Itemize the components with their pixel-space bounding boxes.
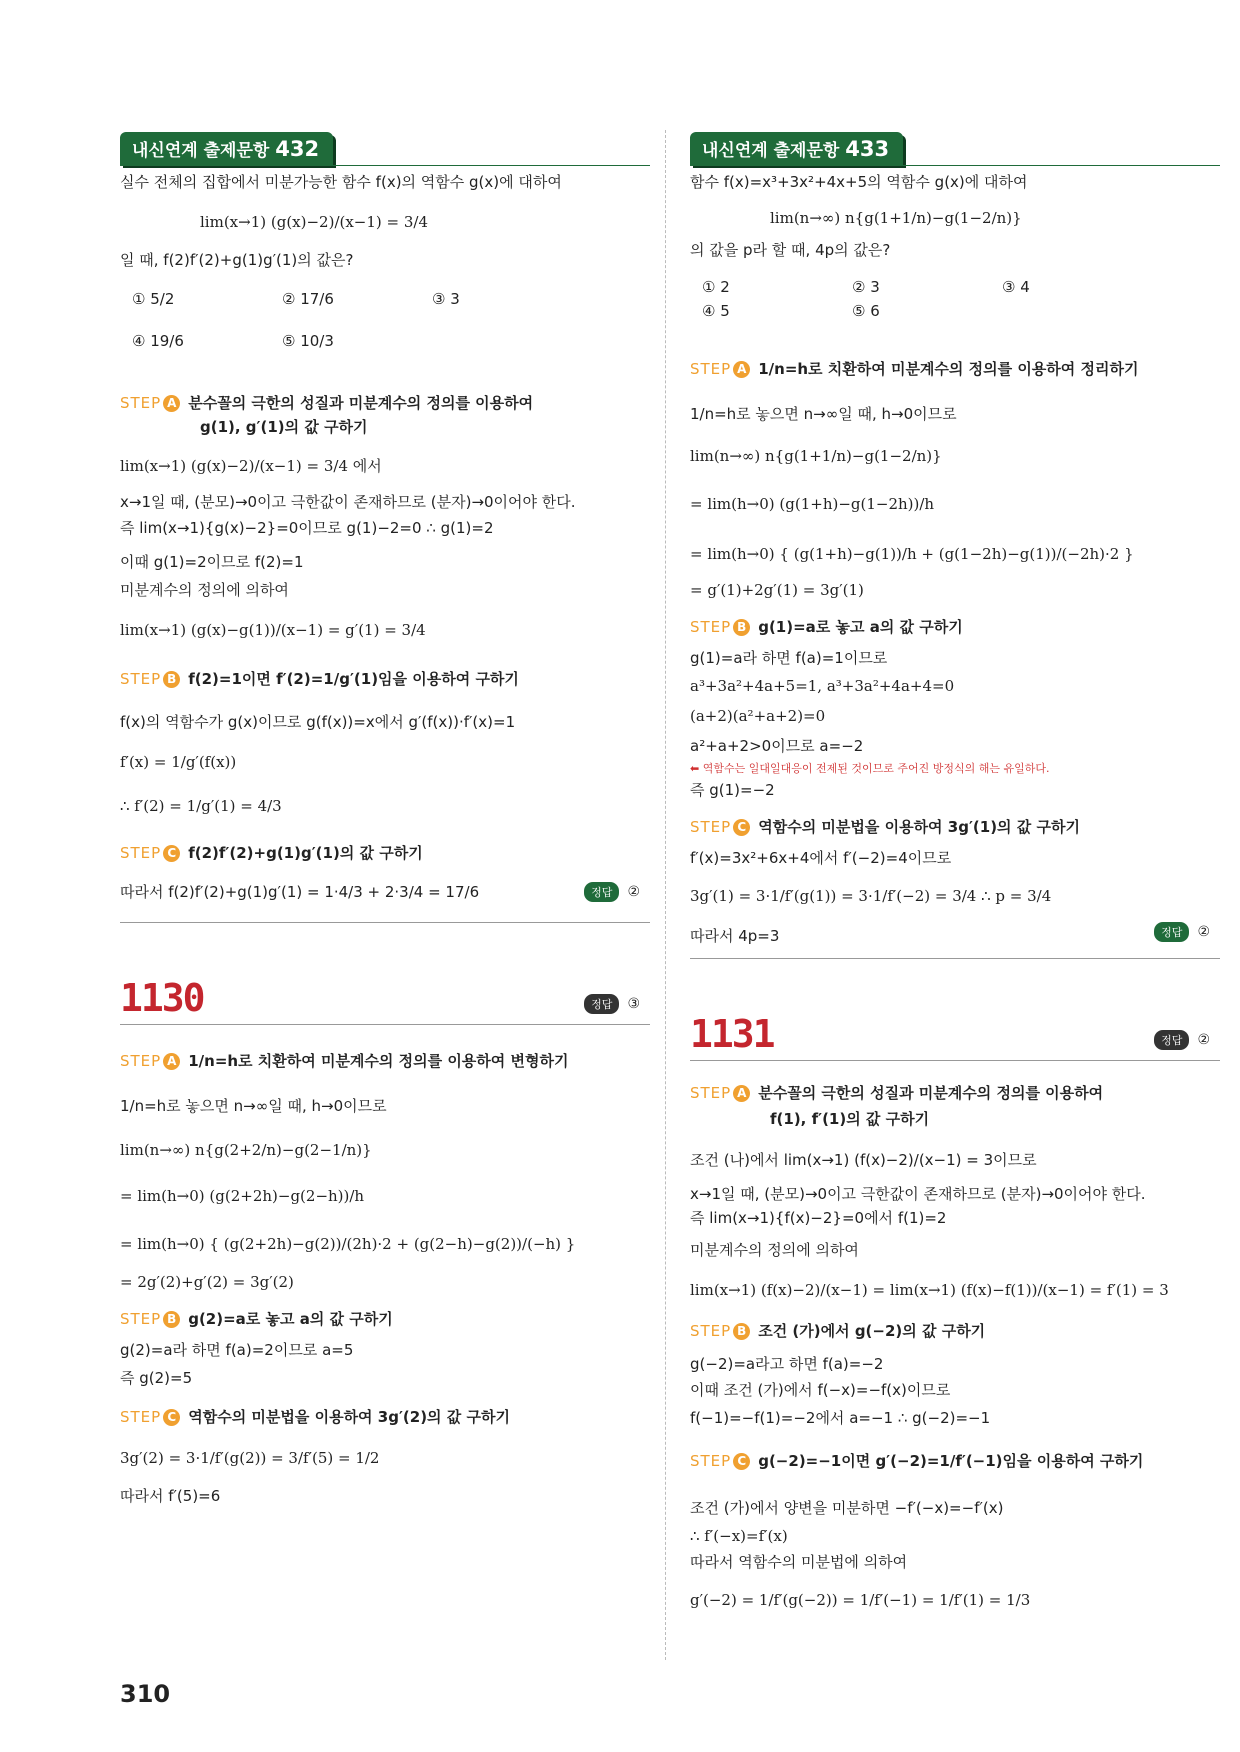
problem-intro: 함수 f(x)=x³+3x²+4x+5의 역함수 g(x)에 대하여 [690,173,1028,191]
solution-line: 즉 g(2)=5 [120,1369,193,1387]
problem-condition: lim(x→1) (g(x)−2)/(x−1) = 3/4 [200,213,429,231]
solution-line: 따라서 f′(5)=6 [120,1487,221,1505]
solution-line: ∴ f′(2) = 1/g′(1) = 4/3 [120,797,282,815]
solution-line: a²+a+2>0이므로 a=−2 [690,737,864,755]
solution-line: 즉 lim(x→1){g(x)−2}=0이므로 g(1)−2=0 ∴ g(1)=2 [120,519,494,537]
step-b-heading: STEP B g(2)=a로 놓고 a의 값 구하기 [120,1310,393,1328]
step-c-heading: STEP C 역함수의 미분법을 이용하여 3g′(2)의 값 구하기 [120,1408,510,1426]
solution-line: 따라서 f(2)f′(2)+g(1)g′(1) = 1·4/3 + 2·3/4 = 17/6 [120,883,480,901]
solution-line: 이때 g(1)=2이므로 f(2)=1 [120,553,304,571]
solution-line: 3g′(1) = 3·1/f′(g(1)) = 3·1/f′(−2) = 3/4 ∴ p = 3/4 [690,887,1052,905]
problem-number-1131: 1131 [690,1012,774,1056]
option-1[interactable]: ① 5/2 [132,290,175,308]
answer-1131: 정답 ② [1154,1030,1210,1050]
step-b-heading: STEP B f(2)=1이면 f′(2)=1/g′(1)임을 이용하여 구하기 [120,670,519,688]
problem-label: 내신연계 출제문항 433 [690,132,903,165]
problem-number-1130: 1130 [120,976,204,1020]
note: ⬅ 역함수는 일대일대응이 전제된 것이므로 주어진 방정식의 해는 유일하다. [690,762,1050,775]
option-4[interactable]: ④ 5 [702,302,730,320]
solution-line: x→1일 때, (분모)→0이고 극한값이 존재하므로 (분자)→0이어야 한다. [120,493,576,511]
problem-question: 일 때, f(2)f′(2)+g(1)g′(1)의 값은? [120,251,354,269]
option-2[interactable]: ② 3 [852,278,880,296]
solution-line: 조건 (가)에서 양변을 미분하면 −f′(−x)=−f′(x) [690,1499,1004,1517]
solution-line: g(−2)=a라고 하면 f(a)=−2 [690,1355,884,1373]
solution-line: 따라서 4p=3 [690,927,780,945]
solution-line: 조건 (나)에서 lim(x→1) (f(x)−2)/(x−1) = 3이므로 [690,1151,1037,1169]
solution-line: = lim(h→0) { (g(2+2h)−g(2))/(2h)·2 + (g(2−h)−g(2))/(−h) } [120,1235,576,1253]
solution-line: = lim(h→0) { (g(1+h)−g(1))/h + (g(1−2h)−g(1))/(−2h)·2 } [690,545,1134,563]
solution-line: f′(x)=3x²+6x+4에서 f′(−2)=4이므로 [690,849,952,867]
step-c-heading: STEP C f(2)f′(2)+g(1)g′(1)의 값 구하기 [120,844,423,862]
solution-line: lim(x→1) (g(x)−2)/(x−1) = 3/4 에서 [120,457,382,475]
step-a-heading: STEP A 1/n=h로 치환하여 미분계수의 정의를 이용하여 정리하기 [690,360,1139,378]
section-divider [120,922,650,923]
solution-line: 1/n=h로 놓으면 n→∞일 때, h→0이므로 [120,1097,387,1115]
section-divider [690,958,1220,959]
step-a-heading-line2: g(1), g′(1)의 값 구하기 [200,418,368,436]
solution-line: = g′(1)+2g′(1) = 3g′(1) [690,581,864,599]
solution-line: g(1)=a라 하면 f(a)=1이므로 [690,649,888,667]
column-divider [665,130,666,1660]
problem-condition: lim(n→∞) n{g(1+1/n)−g(1−2/n)} [770,209,1022,227]
step-c-heading: STEP C g(−2)=−1이면 g′(−2)=1/f′(−1)임을 이용하여 구하기 [690,1452,1144,1470]
solution-line: = lim(h→0) (g(1+h)−g(1−2h))/h [690,495,935,513]
solution-line: 즉 lim(x→1){f(x)−2}=0에서 f(1)=2 [690,1209,947,1227]
section-divider [690,1060,1220,1061]
solution-line: 즉 g(1)=−2 [690,781,775,799]
problem-header-433 [690,132,1220,166]
solution-line: f(x)의 역함수가 g(x)이므로 g(f(x))=x에서 g′(f(x))·f′(x)=1 [120,713,516,731]
problem-question: 의 값을 p라 할 때, 4p의 값은? [690,241,891,259]
solution-line: f′(x) = 1/g′(f(x)) [120,753,237,771]
solution-line: = lim(h→0) (g(2+2h)−g(2−h))/h [120,1187,365,1205]
solution-line: 3g′(2) = 3·1/f′(g(2)) = 3/f′(5) = 1/2 [120,1449,380,1467]
solution-line: lim(n→∞) n{g(1+1/n)−g(1−2/n)} [690,447,942,465]
solution-line: x→1일 때, (분모)→0이고 극한값이 존재하므로 (분자)→0이어야 한다. [690,1185,1146,1203]
solution-line: g(2)=a라 하면 f(a)=2이므로 a=5 [120,1341,354,1359]
step-c-heading: STEP C 역함수의 미분법을 이용하여 3g′(1)의 값 구하기 [690,818,1080,836]
step-a-heading: STEP A 분수꼴의 극한의 성질과 미분계수의 정의를 이용하여 [120,394,534,412]
option-1[interactable]: ① 2 [702,278,730,296]
option-5[interactable]: ⑤ 10/3 [282,332,334,350]
solution-line: g′(−2) = 1/f′(g(−2)) = 1/f′(−1) = 1/f′(1) = 1/3 [690,1591,1031,1609]
problem-label: 내신연계 출제문항 432 [120,132,333,165]
page-number: 310 [120,1680,171,1708]
solution-line: 1/n=h로 놓으면 n→∞일 때, h→0이므로 [690,405,957,423]
solution-line: 미분계수의 정의에 의하여 [120,581,289,599]
step-b-heading: STEP B g(1)=a로 놓고 a의 값 구하기 [690,618,963,636]
option-4[interactable]: ④ 19/6 [132,332,184,350]
section-divider [120,1024,650,1025]
step-a-heading-line2: f(1), f′(1)의 값 구하기 [770,1110,930,1128]
solution-line: (a+2)(a²+a+2)=0 [690,707,826,725]
answer-432: 정답 ② [584,882,640,902]
solution-line: 이때 조건 (가)에서 f(−x)=−f(x)이므로 [690,1381,951,1399]
answer-1130: 정답 ③ [584,994,640,1014]
solution-line: ∴ f′(−x)=f′(x) [690,1527,788,1545]
problem-intro: 실수 전체의 집합에서 미분가능한 함수 f(x)의 역함수 g(x)에 대하여 [120,173,562,191]
solution-line: 따라서 역함수의 미분법에 의하여 [690,1553,908,1571]
solution-line: lim(n→∞) n{g(2+2/n)−g(2−1/n)} [120,1141,372,1159]
solution-line: 미분계수의 정의에 의하여 [690,1241,859,1259]
solution-line: f(−1)=−f(1)=−2에서 a=−1 ∴ g(−2)=−1 [690,1409,991,1427]
step-a-heading: STEP A 1/n=h로 치환하여 미분계수의 정의를 이용하여 변형하기 [120,1052,569,1070]
step-b-heading: STEP B 조건 (가)에서 g(−2)의 값 구하기 [690,1322,986,1340]
option-5[interactable]: ⑤ 6 [852,302,880,320]
answer-433: 정답 ② [1154,922,1210,942]
solution-line: = 2g′(2)+g′(2) = 3g′(2) [120,1273,294,1291]
option-2[interactable]: ② 17/6 [282,290,334,308]
step-a-heading: STEP A 분수꼴의 극한의 성질과 미분계수의 정의를 이용하여 [690,1084,1104,1102]
solution-line: lim(x→1) (g(x)−g(1))/(x−1) = g′(1) = 3/4 [120,621,426,639]
solution-line: lim(x→1) (f(x)−2)/(x−1) = lim(x→1) (f(x)−f(1))/(x−1) = f′(1) = 3 [690,1281,1169,1299]
problem-header-432 [120,132,650,166]
option-3[interactable]: ③ 4 [1002,278,1030,296]
solution-line: a³+3a²+4a+5=1, a³+3a²+4a+4=0 [690,677,955,695]
option-3[interactable]: ③ 3 [432,290,460,308]
